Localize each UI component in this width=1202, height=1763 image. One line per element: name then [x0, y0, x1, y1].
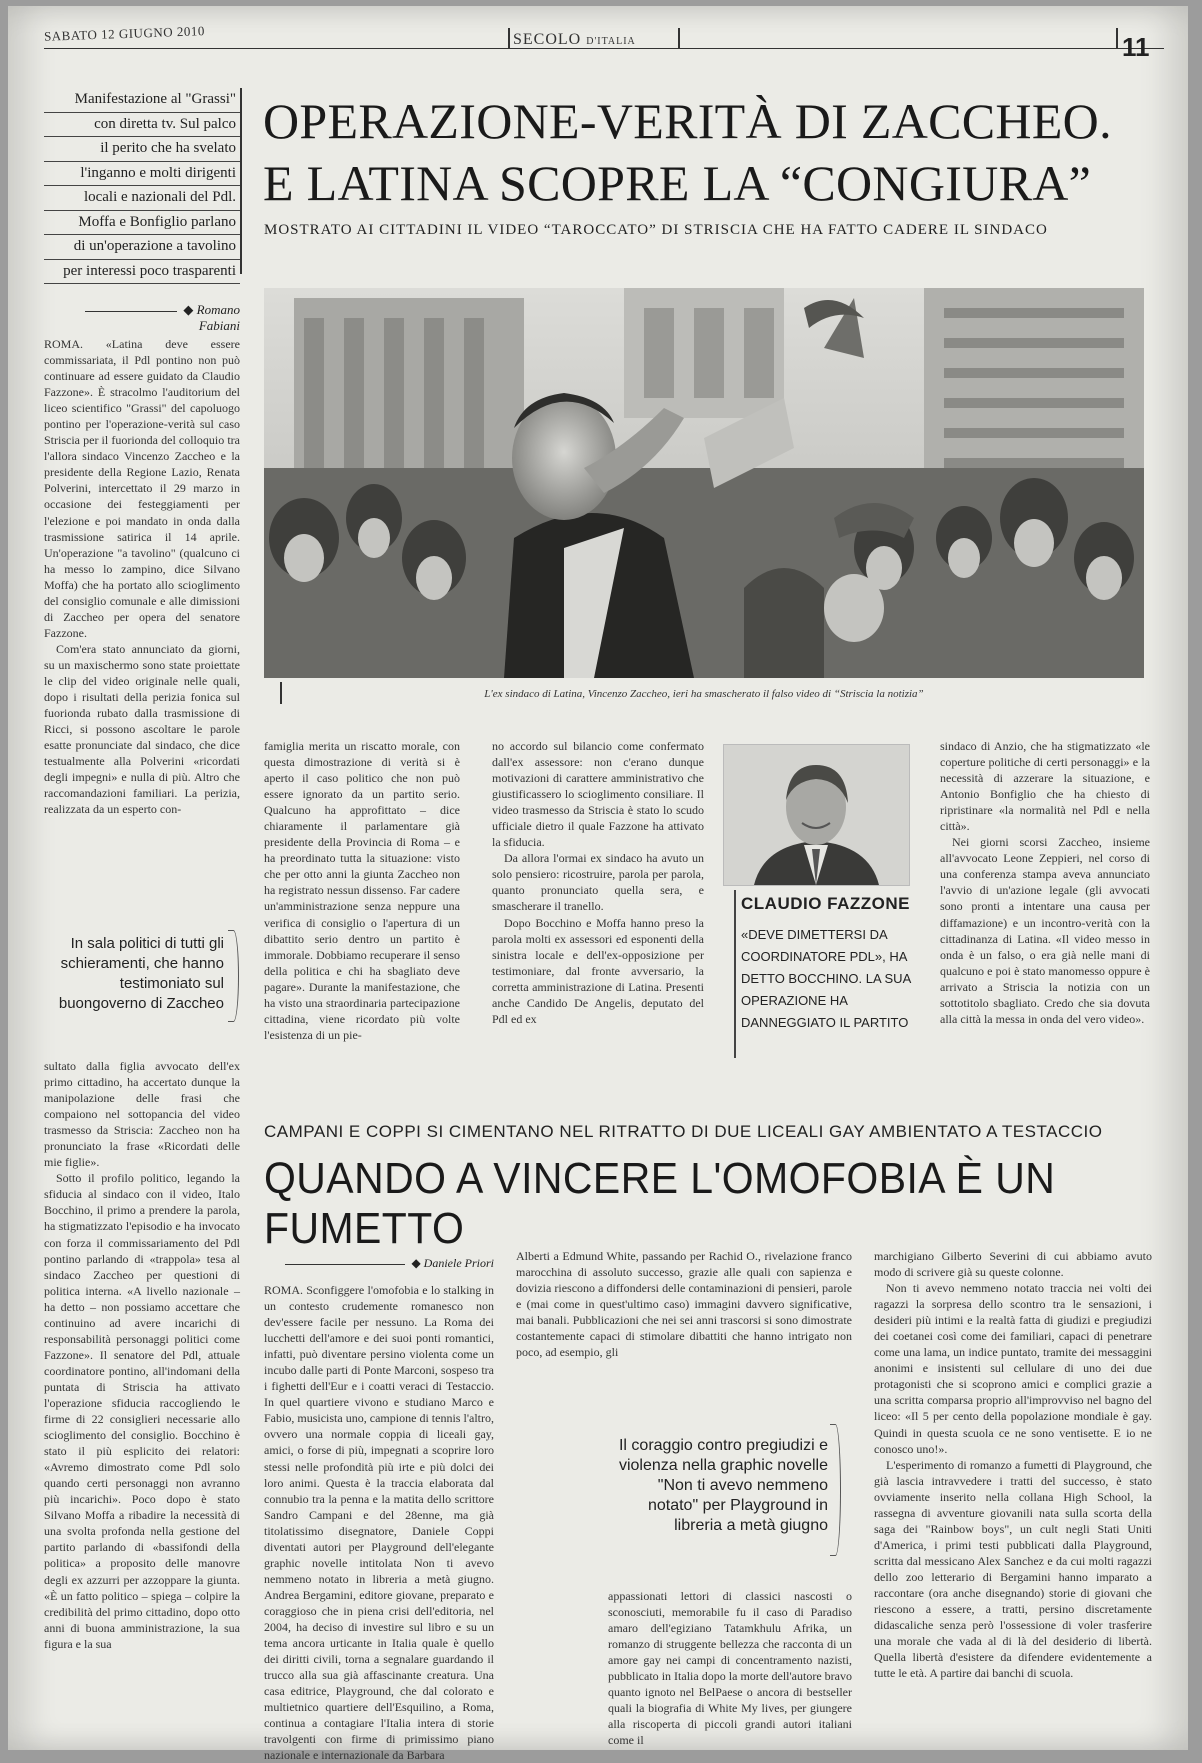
second-article-column-2: [516, 1248, 852, 1428]
kicker-line: Manifestazione al "Grassi": [44, 88, 240, 113]
masthead: SECOLO D'ITALIA: [513, 31, 636, 48]
sidebar-rule: [734, 890, 736, 1058]
paragraph: sindaco di Anzio, che ha stigmatizzato «le coperture politiche di certi personaggi» e la necessità di azzerare la situazione, e Antonio Bonfiglio che ha chiesto di ripristinare «la normalità nel Pdl e nella città».: [940, 739, 1150, 834]
article-column-1-continued: [44, 1058, 240, 1748]
kicker-line: con diretta tv. Sul palco: [44, 113, 240, 138]
second-article-column-2-continued: [608, 1588, 852, 1748]
paragraph: Da allora l'ormai ex sindaco ha avuto un solo pensiero: ricostruire, parola per parola, quanto pronunciato quella sera, e smascherare il tranello.: [492, 851, 704, 914]
second-article-column-3: [874, 1248, 1152, 1748]
header-divider: [678, 28, 680, 48]
paragraph: sultato dalla figlia avvocato dell'ex primo cittadino, ha accertato dunque la manipolazione delle frasi che compaiono nel sottopancia del video trasmesso da Striscia: Zaccheo non ha pronunciato la frase «Ricordati delle mie figlie».: [44, 1059, 240, 1170]
article-column-2: [264, 738, 460, 1086]
paragraph: marchigiano Gilberto Severini di cui abbiamo avuto modo di scrivere già su queste colonne.: [874, 1249, 1152, 1280]
second-article-kicker: CAMPANI E COPPI SI CIMENTANO NEL RITRATTO DI DUE LICEALI GAY AMBIENTATO A TESTACCIO: [264, 1122, 1103, 1141]
subheadline: MOSTRATO AI CITTADINI IL VIDEO “TAROCCATO” DI STRISCIA CHE HA FATTO CADERE IL SINDACO: [264, 222, 1048, 238]
sidebar-quote: «DEVE DIMETTERSI DA COORDINATORE PDL», HA DETTO BOCCHINO. LA SUA OPERAZIONE HA DANNEGGIATO IL PARTITO: [741, 927, 911, 1030]
kicker-line: per interessi poco trasparenti: [44, 260, 240, 285]
header-divider: [1116, 28, 1118, 48]
pull-quote-bracket: [228, 930, 239, 1022]
portrait-image: [724, 745, 909, 885]
header-date: SABATO 12 GIUGNO 2010: [43, 23, 206, 44]
main-photo: [264, 288, 1144, 678]
byline: ◆ Romano Fabiani: [44, 302, 240, 334]
paragraph: L'esperimento di romanzo a fumetti di Playground, che già lascia intravvedere i tratti del successo, è stato ovviamente inserito nella collana High School, la rassegna di avventure giovanili nata sulla scorta della saga dei "Rainbow boys", un cult negli Stati Uniti d'America, i primi testi pubblicati dalla Playground, scritta dal messicano Alex Sanchez e da cui molti ragazzi dello zoo letterario di Bergamini hanno imparato a raccontare (ora anche disegnando) storie di giovani che riescono a essere, a tratti, persino discretamente didascaliche senza però l'ossessione di voler trasferire una morale che vada al di là del desiderio di libertà. Quella libertà d'esistere da difendere evidentemente a tutte le età. A partire dai banchi di scuola.: [874, 1457, 1152, 1681]
paragraph: ROMA. Sconfiggere l'omofobia e lo stalking in un contesto crudemente romanesco non dev'essere facile per nessuno. La Roma dei lucchetti dell'amore e dei suoi ponti romantici, infatti, può diventare persino violenta come un incubo dalle parti di Ponte Marconi, sospeso tra i fighetti dell'Eur e i coatti veraci di Testaccio. In quel quartiere vivono e studiano Marco e Fabio, musicista uno, campione di tennis l'altro, ovvero una normale coppia di liceali gay, amici, o forse di più, impegnati a scoprire loro stessi nelle profondità più irte e più dolci dei loro animi. Questa è la traccia elaborata dal connubio tra la penna e la matita dello scrittore Sandro Campani e del 28enne, ma già titolatissimo disegnatore, Daniele Coppi diventati autori per Playground dell'elegante graphic novelle intitolata Non ti avevo nemmeno notato in libreria a metà giugno. Andrea Bergamini, editore giovane, preparato e coraggioso che in piena crisi dell'editoria, nel 2004, ha deciso di investire sul libro e su un tema ancora urticante in Italia quale è quello dei diritti civili, torna a segnalare guardando il trucco alla sua già affascinante creatura. Una casa editrice, Playground, che dal colorato e multietnico quartiere dell'Esquilino, a Roma, continua a contagiare l'Italia intera di storie travolgenti con firme di primissimo piano nazionale e internazionale da Barbara: [264, 1283, 494, 1763]
second-article-headline: QUANDO A VINCERE L'OMOFOBIA È UN FUMETTO: [264, 1154, 1056, 1253]
second-byline: ◆ Daniele Priori: [264, 1256, 494, 1271]
paragraph: no accordo sul bilancio come confermato dall'ex assessore: non c'erano dunque motivazioni di carattere amministrativo che giustificassero lo scioglimento consiliare. Il video trasmesso da Striscia è stato lo scudo ufficiale dietro il quale Fazzone ha attivato la sfiducia.: [492, 739, 704, 850]
kicker-line: l'inganno e molti dirigenti: [44, 162, 240, 187]
headline: [263, 90, 1163, 214]
sidebar-name: CLAUDIO FAZZONE: [741, 894, 910, 913]
paragraph: Nei giorni scorsi Zaccheo, insieme all'avvocato Leone Zeppieri, nel corso di una conferenza stampa aveva annunciato l'avvio di un'azione legale (gli avvocati sono pronti a intentare una causa per diffamazione) e un incontro-verità con la cittadinanza di Latina. «Il video messo in onda è un falso, o era già nelle mani di qualcuno e poi è stato manomesso oppure è arrivato a Striscia la notizia con un sottotitolo sbagliato. Credo che sia dovuta alla città la messa in onda del vero video».: [940, 835, 1150, 1026]
kicker-rule: [240, 88, 242, 274]
paragraph: Com'era stato annunciato da giorni, su un maxischermo sono state proiettate le clip del video originale nelle quali, dopo i risultati della perizia fonica sul fuorionda rubato dalla trasmissione di Ricci, si possono ascoltare le parole esatte pronunciate dal sindaco, che dice testualmente alla Polverini «ricordati degli impegni» e nulla di più. Altro che raccomandazioni familiari. La perizia, realizzata da un esperto con-: [44, 641, 240, 817]
paragraph: Sotto il profilo politico, legando la sfiducia al sindaco con il video, Italo Bocchino, il primo a prendere la parola, ha stigmatizzato l'episodio e ha invocato con forza il commissariamento del Pdl pontino parlando di «trappola» tesa al sindaco Zaccheo per questioni di politica interna. «A livello nazionale – ha detto – non possiamo accettare che continuino ad avere incarichi di responsabilità personaggi politici come Fazzone». Il senatore del Pdl, attuale coordinatore pontino, all'indomani della puntata di Striscia ha attivato l'operazione sfiducia raccogliendo le firme di 22 consiglieri necessarie allo scioglimento del consiglio. Bocchino è stato il più esplicito dei relatori: «Avremo dimostrato come Pdl solo quando certi personaggi non avranno più incarichi». Poco dopo è stato Silvano Moffa a ribadire la necessità di una svolta profonda nella gestione del partito parlando di «bassifondi della politica» a proposito delle manovre degli ex azzurri per azzoppare la giunta. «È un fatto politico – spiega – colpire la credibilità del primo cittadino, dopo otto anni di buona amministrazione, la sua figura e la sua: [44, 1171, 240, 1651]
article-column-4: [940, 738, 1150, 1086]
headline-line: OPERAZIONE-VERITÀ DI ZACCHEO.: [263, 93, 1112, 149]
paragraph: Alberti a Edmund White, passando per Rachid O., rivelazione franco marocchina di assoluto successo, grazie alle quali con sapienza e dovizia riescono a diffondersi delle contaminazioni di pensieri, parole e (mai come in quest'ultimo caso) immagini davvero significative, mai banali. Pubblicazioni che nei sei anni trascorsi si sono dimostrate costantemente capaci di stimolare dibattiti che hanno intrigato non poco, ad esempio, gli: [516, 1249, 852, 1360]
fazzone-portrait: [723, 744, 910, 886]
page-number: 11: [1122, 32, 1150, 62]
paragraph: Non ti avevo nemmeno notato traccia nei volti dei ragazzi la sorpresa dello scontro tra le sensazioni, i desideri più intimi e la realtà fatta di giudizi e pregiudizi dei coetanei così come dei familiari, capaci di penetrare come una lama, un indice puntato, tramite dei messaggini anonimi e insistenti sul cellulare di uno dei due protagonisti che si scoprono amici e complici grazie a una scritta comparsa proprio all'improvviso nel bagno del liceo: «Il 5 per cento della popolazione mondiale è gay. Quindi in questa scuola ce ne sono ventisette. E io ne conosco uno!».: [874, 1281, 1152, 1456]
article-column-1: [44, 336, 240, 896]
crowd-photo-image: [264, 288, 1144, 678]
second-article-column-1: [264, 1282, 494, 1763]
article-kicker: [44, 88, 240, 284]
header-divider: [508, 28, 510, 48]
kicker-line: di un'operazione a tavolino: [44, 235, 240, 260]
paragraph: Dopo Bocchino e Moffa hanno preso la parola molti ex assessori ed esponenti della sinistra locale e dell'ex-opposizione per testimoniare, dal fronte avversario, la corretta amministrazione di Latina. Presenti anche Candido De Angelis, deputato del Pdl ed ex: [492, 915, 704, 1026]
pull-quote-bracket: [830, 1424, 841, 1556]
kicker-line: locali e nazionali del Pdl.: [44, 186, 240, 211]
article-column-3: [492, 738, 704, 1086]
pull-quote: In sala politici di tutti gli schieramenti, che hanno testimoniato sul buongoverno di Zaccheo: [58, 935, 224, 1012]
headline-line: E LATINA SCOPRE LA “CONGIURA”: [263, 155, 1092, 211]
newspaper-page: [8, 6, 1188, 1763]
kicker-line: il perito che ha svelato: [44, 137, 240, 162]
second-pull-quote: Il coraggio contro pregiudizi e violenza nella graphic novelle "Non ti avevo nemmeno notato" per Playground in libreria a metà giugno: [618, 1437, 828, 1534]
author-name: Romano Fabiani: [196, 302, 240, 333]
paragraph: famiglia merita un riscatto morale, con questa dimostrazione di verità si è aperto il caso politico che non può essere ignorato da un partito serio. Qualcuno ha approfittato – dice chiaramente il parlamentare già presidente della Provincia di Roma – e ha preordinato tutta la situazione: visto che per otto anni la giunta Zaccheo non ha registrato nessun dissenso. Far cadere un'amministrazione senza neppure una verifica di consiglio o l'apertura di un dibattito serio dentro un partito è immorale. Dobbiamo recuperare il senso della politica e chi ha sbagliato deve pagare». Durante la manifestazione, che ha visto una straordinaria partecipazione cittadina, viene ricordato più volte l'esistenza di un pie-: [264, 739, 460, 1042]
photo-caption: L'ex sindaco di Latina, Vincenzo Zaccheo, ieri ha smascherato il falso video di “Striscia la notizia”: [484, 688, 924, 700]
kicker-line: Moffa e Bonfiglio parlano: [44, 211, 240, 236]
author-name: Daniele Priori: [423, 1256, 494, 1270]
paragraph: appassionati lettori di classici nascosti o sconosciuti, memorabile fu il caso di Paradiso amaro dell'egiziano Tatamkhulu Afrika, un romanzo di struggente bellezza che racconta di un amore gay nei campi di concentramento nazisti, pubblicato in Italia dopo la morte dell'autore bravo quanto ignoto nel BelPaese o ancora di bestseller quali la biografia di White My lives, per giungere alla riscoperta di piccoli grandi autori italiani come il: [608, 1589, 852, 1748]
paragraph: ROMA. «Latina deve essere commissariata, il Pdl pontino non può continuare ad essere guidato da Claudio Fazzone». È stracolmo l'auditorium del liceo scientifico "Grassi" del capoluogo pontino per l'operazione-verità sul caso Striscia per il fuorionda del colloquio tra l'allora sindaco Vincenzo Zaccheo e la presidente della Regione Lazio, Renata Polverini, intercettato il 29 marzo in occasione dei festeggiamenti per l'elezione e poi mandato in onda dalla trasmissione satirica il 14 aprile. Un'operazione "a tavolino" (qualcuno ci ha messo lo zampino, dice Silvano Moffa) che ha portato allo scioglimento del consiglio comunale e alle dimissioni di Zaccheo per opera del senatore Fazzone.: [44, 337, 240, 640]
